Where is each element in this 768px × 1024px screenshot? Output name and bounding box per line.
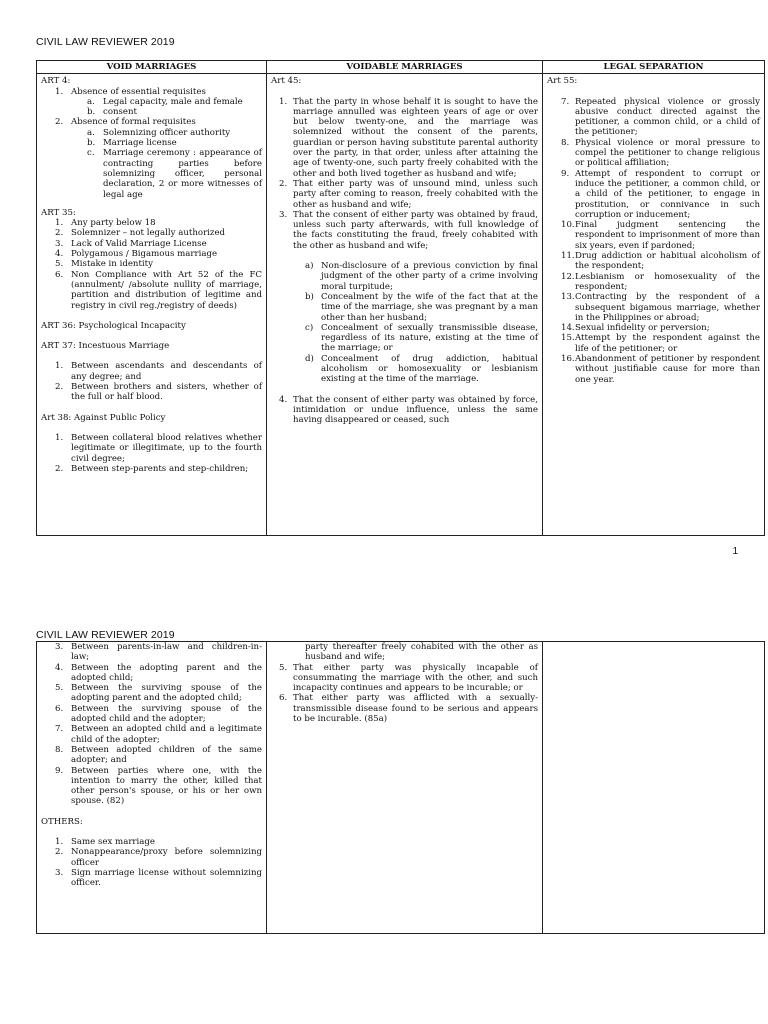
art38-list [41,433,262,474]
item-text: Between collateral blood relatives whether legitimate or illegitimate, up to the fourth civil degree; [71,432,262,464]
item-number: c) [305,322,314,333]
item-text: Mistake in identity [71,259,153,270]
art4-list [41,87,262,200]
item-number: 9. [55,765,64,776]
item-number: a. [87,127,95,138]
art38-list-continued [41,642,262,807]
item-text: Absence of essential requisites [71,86,206,97]
item-text: Solemnizing officer authority [103,127,231,138]
item-number: 2. [55,463,64,474]
item-text: Physical violence or moral pressure to compel the petitioner to change religious or political affiliation; [575,137,760,169]
item-number: 5. [279,662,288,673]
item-number: b. [87,138,96,149]
item-number: 14. [561,323,575,334]
list-item [41,148,262,199]
item-text: Final judgment sentencing the respondent to imprisonment of more than six years, even if pardoned; [575,220,760,251]
item-text: That the consent of either party was obtained by force, intimidation or undue influence, unless the same having disappeared or ceased, such [293,394,538,426]
art35-heading: ART 35: [41,207,76,218]
list-item [271,395,538,426]
item-text: Between the surviving spouse of the adopting parent and the adopted child; [71,683,262,704]
item-number: 13. [561,292,575,303]
item-text: Concealment by the wife of the fact that at the time of the marriage, she was pregnant by a man other than her husband; [321,291,538,323]
item-text: That either party was of unsound mind, unless such party after coming to reason, freely cohabited with the other as husband and wife; [293,178,538,210]
item-number: 8. [55,744,64,755]
item-text: Between brothers and sisters, whether of the full or half blood. [71,382,262,403]
table-header-row [37,61,765,74]
item-number: 16. [561,354,575,365]
list-item [271,354,538,385]
page-header: CIVIL LAW REVIEWER 2019 [36,36,175,48]
item-number: 1. [55,86,64,97]
list-item [547,220,760,251]
item-number: 7. [561,96,570,107]
list-item [271,97,538,179]
page-header: CIVIL LAW REVIEWER 2019 [36,629,175,641]
item-text: Polygamous / Bigamous marriage [71,249,218,260]
item-number: 1. [279,96,288,107]
item-number: 10. [561,220,575,231]
item-number: 3. [279,209,288,220]
item-number: 5. [55,683,64,694]
item-text: Marriage license [103,138,177,149]
table-body-row [37,74,765,536]
item-text: Absence of formal requisites [71,117,196,128]
item-text: Non-disclosure of a previous conviction by final judgment of the other party of a crime involving moral turpitude; [321,261,538,292]
list-item [271,210,538,395]
list-item [41,128,262,138]
others-heading: OTHERS: [41,816,83,827]
item-number: 12. [561,271,575,282]
list-item [41,724,262,745]
list-item [41,218,262,228]
item-text: That the party in whose behalf it is sought to have the marriage annulled was eighteen years of age or over but below twenty-one, and the marriage was solemnized without the consent of the parents, guardian or person having substitute parental authority over the party, in that order, unless after attaining the age of twenty-one, such party freely cohabited with the other and both lived together as husband and wife; [293,96,538,179]
list-item [41,745,262,766]
list-item [41,847,262,868]
item-number: 15. [561,333,575,344]
list-item [41,228,262,238]
sub-list [41,97,262,118]
list-item [547,292,760,323]
item-text: Same sex marriage [71,837,155,848]
list-item [41,704,262,725]
item-text: Concealment of sexually transmissible disease, regardless of its nature, existing at the time of the marriage; or [321,322,538,354]
list-item [41,663,262,684]
others-list [41,837,262,888]
item-number: 1. [55,432,64,443]
art55-list [547,97,760,385]
art36-heading: ART 36: Psychological Incapacity [41,320,186,331]
item-text: Sign marriage license without solemnizing officer. [71,867,262,889]
item-text: Between adopted children of the same adopter; and [71,744,262,766]
continuation-text: party thereafter freely cohabited with the other as husband and wife; [305,642,538,663]
item-text: Between step-parents and step-children; [71,463,249,474]
table-body-row [37,642,765,934]
item-number: 2. [55,382,64,393]
item-text: Attempt of respondent to corrupt or induce the petitioner, a common child, or a child of the petitioner, to engage in prostitution, or connivance in such corruption or inducement; [575,168,760,220]
art55-heading: Art 55: [547,76,578,87]
list-item [41,97,262,107]
item-number: a) [305,261,314,272]
list-item [41,683,262,704]
item-text: consent [103,107,138,118]
item-number: 1. [55,837,64,848]
item-text: Lack of Valid Marriage License [71,238,207,249]
art45-list [271,97,538,426]
void-marriages-cell [37,74,267,536]
sub-list [41,128,262,200]
item-text: Contracting by the respondent of a subsequent bigamous marriage, whether in the Philippines or abroad; [575,292,760,323]
legal-separation-cell [543,642,765,934]
item-number: 6. [279,693,288,704]
comparison-table [36,60,765,536]
item-text: Between an adopted child and a legitimate child of the adopter; [71,724,262,745]
item-text: Abandonment of petitioner by respondent without justifiable cause for more than one year. [575,354,760,385]
column-header-void: VOID MARRIAGES [37,61,267,74]
item-number: b. [87,107,96,118]
item-number: 6. [55,703,64,714]
item-number: 4. [55,249,64,260]
list-item [547,272,760,293]
art38-heading: Art 38: Against Public Policy [41,412,166,423]
list-item [547,138,760,169]
list-item [271,292,538,323]
column-header-voidable: VOIDABLE MARRIAGES [267,61,543,74]
list-item [41,382,262,403]
list-item [547,97,760,138]
item-number: 4. [279,394,288,405]
list-item [41,249,262,259]
page-2 [0,600,768,1024]
list-item [41,464,262,474]
item-number: 1. [55,361,64,372]
item-text: Between the adopting parent and the adopted child; [71,662,262,683]
item-number: 4. [55,662,64,673]
item-number: d) [305,353,314,364]
art37-heading: ART 37: Incestuous Marriage [41,341,170,352]
item-number: 7. [55,724,64,735]
list-item [547,169,760,220]
item-text: Nonappearance/proxy before solemnizing officer [71,847,262,868]
list-item [271,261,538,292]
list-item [41,138,262,148]
item-number: 6. [55,269,64,280]
art35-list [41,218,262,311]
list-item [41,259,262,269]
list-item [41,868,262,889]
item-text: Any party below 18 [71,218,156,229]
item-text: Repeated physical violence or grossly abusive conduct directed against the petitioner, a common child, or a child of the petitioner; [575,96,760,138]
item-text: Between the surviving spouse of the adopted child and the adopter; [71,703,262,725]
list-item [271,663,538,694]
list-item [271,693,538,724]
art4-heading: ART 4: [41,76,71,87]
item-number: 3. [55,867,64,878]
legal-separation-cell [543,74,765,536]
list-item [41,107,262,117]
art45-list-continued [271,663,538,725]
item-number: 3. [55,642,64,652]
item-text: Legal capacity, male and female [103,96,243,107]
item-number: 2. [55,117,64,128]
item-number: a. [87,96,95,107]
item-number: 2. [279,178,288,189]
item-text: That either party was afflicted with a sexually-transmissible disease found to be serious and appears to be incurable. (85a) [293,693,538,725]
list-item [41,837,262,847]
list-item [547,354,760,385]
item-text: Attempt by the respondent against the life of the petitioner; or [575,333,760,354]
item-text: Between parties where one, with the intention to marry the other, killed that other person's spouse, or his or her own spouse. (82) [71,765,262,807]
item-text: Sexual infidelity or perversion; [575,323,710,334]
list-item [41,117,262,199]
list-item [271,179,538,210]
list-item [271,323,538,354]
list-item [41,642,262,663]
list-item [547,333,760,354]
item-number: b) [305,291,314,302]
item-number: 2. [55,228,64,239]
column-header-legal-separation: LEGAL SEPARATION [543,61,765,74]
fraud-sub-list [271,261,538,385]
list-item [547,323,760,333]
item-text: Between ascendants and descendants of any degree; and [71,361,262,382]
item-text: Lesbianism or homosexuality of the respondent; [575,271,760,292]
comparison-table-continued [36,641,765,934]
item-text: Concealment of drug addiction, habitual alcoholism or homosexuality or lesbianism existing at the time of the marriage. [321,353,538,385]
item-number: c. [87,148,95,159]
item-number: 11. [561,251,575,262]
item-text: Between parents-in-law and children-in-law; [71,642,262,663]
list-item [547,251,760,272]
item-text: That either party was physically incapable of consummating the marriage with the other, and such incapacity continues and appears to be incurable; or [293,662,538,694]
voidable-marriages-cell [267,642,543,934]
item-text: That the consent of either party was obtained by fraud, unless such party afterwards, with full knowledge of the facts constituting the fraud, freely cohabited with the other as husband and wife; [293,209,538,251]
item-number: 8. [561,137,570,148]
list-item [41,433,262,464]
list-item [41,87,262,118]
item-number: 2. [55,847,64,858]
list-item [41,361,262,382]
list-item [41,270,262,311]
voidable-marriages-cell [267,74,543,536]
item-number: 3. [55,238,64,249]
item-number: 1. [55,218,64,229]
void-marriages-cell [37,642,267,934]
item-text: Solemnizer – not legally authorized [71,228,226,239]
page-number: 1 [732,546,738,557]
art37-list [41,361,262,402]
item-text: Non Compliance with Art 52 of the FC (annulment/ /absolute nullity of marriage, partition and distribution of legitime and registry in civil reg./registry of deeds) [71,269,262,311]
item-number: 5. [55,259,64,270]
item-text: Marriage ceremony : appearance of contracting parties before solemnizing officer, personal declaration, 2 or more witnesses of legal age [103,148,262,200]
item-number: 9. [561,168,570,179]
art45-heading: Art 45: [271,76,302,87]
list-item [41,239,262,249]
item-text: Drug addiction or habitual alcoholism of the respondent; [575,251,760,272]
list-item [41,766,262,807]
